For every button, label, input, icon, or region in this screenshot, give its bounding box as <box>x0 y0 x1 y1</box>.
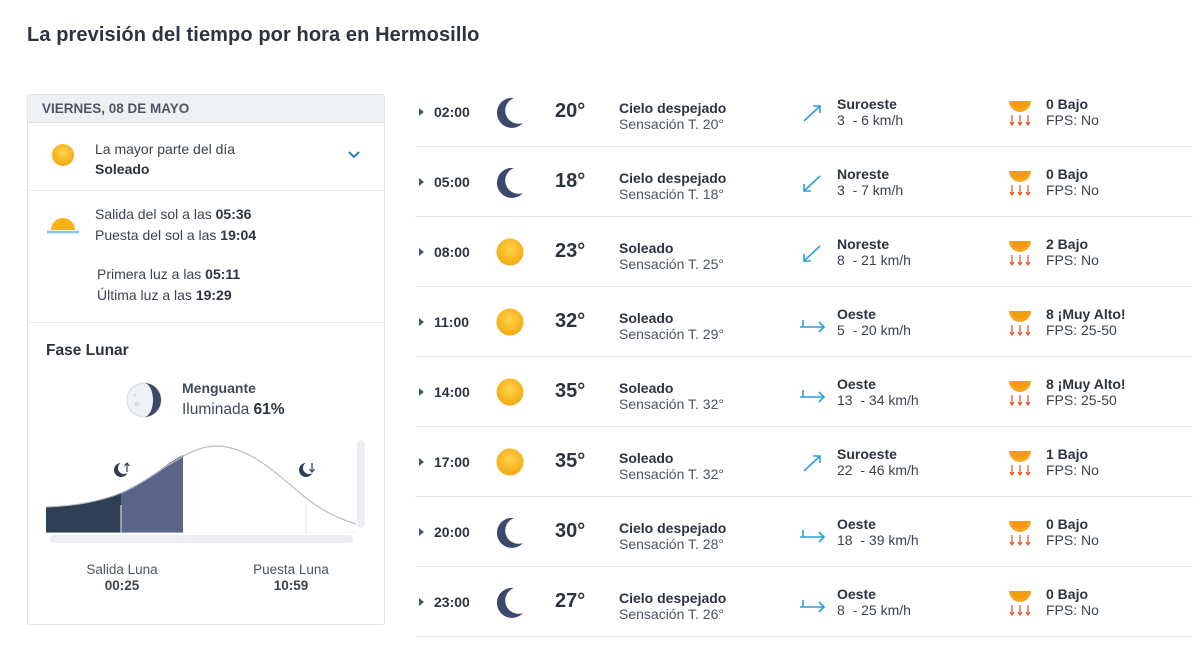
wind-speed: 13 - 34 km/h <box>837 392 919 408</box>
feels-like: Sensación T. 25° <box>619 256 724 272</box>
expand-triangle-icon[interactable] <box>419 528 424 536</box>
uv-index: 2 Bajo <box>1046 236 1089 252</box>
hour-row[interactable] <box>415 567 1193 637</box>
uv-index: 8 ¡Muy Alto! <box>1046 306 1126 322</box>
moonrise-label: Salida Luna <box>86 562 158 577</box>
day-summary-text <box>95 139 235 179</box>
moonset-time: 10:59 <box>273 578 309 593</box>
uv-index-icon <box>1008 167 1032 197</box>
feels-like: Sensación T. 20° <box>619 116 724 132</box>
moon-path-chart <box>46 438 356 533</box>
wind-speed: 8 - 21 km/h <box>837 252 911 268</box>
feels-like: Sensación T. 26° <box>619 606 724 622</box>
uv-index-icon <box>1008 307 1032 337</box>
wind-direction: Suroeste <box>837 446 897 462</box>
wind-speed: 8 - 25 km/h <box>837 602 911 618</box>
hour-time: 02:00 <box>434 104 470 120</box>
sky-condition: Cielo despejado <box>619 590 727 606</box>
wind-direction: Noreste <box>837 236 890 252</box>
sun-icon <box>495 446 525 478</box>
sunrise-label: Salida del sol a las <box>95 206 216 222</box>
sun-protection-factor: FPS: No <box>1046 252 1099 268</box>
wind-direction-icon <box>798 591 826 615</box>
last-light-time: 19:29 <box>195 287 232 303</box>
expand-triangle-icon[interactable] <box>419 388 424 396</box>
feels-like: Sensación T. 29° <box>619 326 724 342</box>
sunset-time: 19:04 <box>220 227 257 243</box>
wind-speed: 5 - 20 km/h <box>837 322 911 338</box>
uv-index: 0 Bajo <box>1046 586 1089 602</box>
hour-time: 23:00 <box>434 594 470 610</box>
page-title: La previsión del tiempo por hora en Hermosillo <box>27 24 480 46</box>
hour-time: 14:00 <box>434 384 470 400</box>
expand-triangle-icon[interactable] <box>419 598 424 606</box>
sunrise-icon <box>46 217 80 237</box>
sun-protection-factor: FPS: 25-50 <box>1046 322 1117 338</box>
uv-index-icon <box>1008 377 1032 407</box>
moonset <box>241 562 341 594</box>
sun-protection-factor: FPS: No <box>1046 532 1099 548</box>
wind-speed: 22 - 46 km/h <box>837 462 919 478</box>
day-header: VIERNES, 08 DE MAYO <box>28 95 384 123</box>
wind-direction: Noreste <box>837 166 890 182</box>
wind-direction-icon <box>798 521 826 545</box>
sky-condition: Cielo despejado <box>619 170 727 186</box>
sun-protection-factor: FPS: No <box>1046 602 1099 618</box>
wind-speed: 3 - 7 km/h <box>837 182 904 198</box>
uv-index: 1 Bajo <box>1046 446 1089 462</box>
wind-direction: Oeste <box>837 516 876 532</box>
expand-triangle-icon[interactable] <box>419 248 424 256</box>
wind-speed: 18 - 39 km/h <box>837 532 919 548</box>
hour-time: 20:00 <box>434 524 470 540</box>
moon-chart-horizontal-scrollbar[interactable] <box>50 535 353 543</box>
expand-triangle-icon[interactable] <box>419 318 424 326</box>
uv-index-icon <box>1008 97 1032 127</box>
expand-triangle-icon[interactable] <box>419 178 424 186</box>
wind-direction-icon <box>798 311 826 335</box>
hour-row[interactable] <box>415 77 1193 147</box>
sun-times <box>28 191 384 323</box>
hour-time: 08:00 <box>434 244 470 260</box>
day-panel <box>27 94 385 625</box>
moon-phase-title: Fase Lunar <box>46 342 129 359</box>
uv-index-icon <box>1008 447 1032 477</box>
hour-row[interactable] <box>415 147 1193 217</box>
moon-icon <box>495 166 525 198</box>
day-summary-toggle[interactable] <box>28 123 384 191</box>
hourly-forecast-list <box>415 77 1193 637</box>
moon-icon <box>495 96 525 128</box>
moonset-icon <box>299 462 315 477</box>
sun-protection-factor: FPS: No <box>1046 462 1099 478</box>
summary-line1: La mayor parte del día <box>95 141 236 157</box>
feels-like: Sensación T. 32° <box>619 466 724 482</box>
moonrise-icon <box>114 462 130 477</box>
wind-direction: Oeste <box>837 586 876 602</box>
wind-direction: Suroeste <box>837 96 897 112</box>
hour-row[interactable] <box>415 217 1193 287</box>
twilight-text <box>97 264 240 306</box>
sun-icon <box>495 376 525 408</box>
sky-condition: Cielo despejado <box>619 100 727 116</box>
temperature: 18° <box>555 170 586 192</box>
first-light-label: Primera luz a las <box>97 266 206 282</box>
hour-time: 17:00 <box>434 454 470 470</box>
moonrise-time: 00:25 <box>104 578 140 593</box>
hour-time: 11:00 <box>434 314 470 330</box>
hour-row[interactable] <box>415 287 1193 357</box>
hour-row[interactable] <box>415 357 1193 427</box>
sunrise-time: 05:36 <box>215 206 252 222</box>
uv-index-icon <box>1008 587 1032 617</box>
uv-index: 0 Bajo <box>1046 166 1089 182</box>
feels-like: Sensación T. 18° <box>619 186 724 202</box>
sunset-label: Puesta del sol a las <box>95 227 221 243</box>
uv-index: 0 Bajo <box>1046 516 1089 532</box>
first-light-time: 05:11 <box>205 266 241 282</box>
temperature: 32° <box>555 310 586 332</box>
moon-icon <box>495 516 525 548</box>
moon-path-night <box>46 493 121 533</box>
sunrise-sunset-text <box>95 204 256 246</box>
sun-icon <box>495 306 525 338</box>
wind-direction-icon <box>798 381 826 405</box>
hour-row[interactable] <box>415 427 1193 497</box>
wind-direction-icon <box>798 451 826 475</box>
moon-illum-label: Iluminada <box>182 401 254 418</box>
wind-direction-icon <box>798 101 826 125</box>
temperature: 30° <box>555 520 586 542</box>
sun-icon <box>51 143 75 167</box>
feels-like: Sensación T. 28° <box>619 536 724 552</box>
wind-direction: Oeste <box>837 376 876 392</box>
sky-condition: Soleado <box>619 240 674 256</box>
uv-index-icon <box>1008 517 1032 547</box>
wind-direction-icon <box>798 241 826 265</box>
sky-condition: Cielo despejado <box>619 520 727 536</box>
sun-protection-factor: FPS: No <box>1046 182 1099 198</box>
last-light-label: Última luz a las <box>97 287 196 303</box>
moonrise <box>76 562 168 594</box>
moon-path-visible <box>121 455 183 533</box>
chevron-down-icon[interactable] <box>346 147 362 163</box>
sun-protection-factor: FPS: No <box>1046 112 1099 128</box>
sky-condition: Soleado <box>619 450 674 466</box>
moonset-label: Puesta Luna <box>253 562 329 577</box>
temperature: 20° <box>555 100 586 122</box>
feels-like: Sensación T. 32° <box>619 396 724 412</box>
uv-index-icon <box>1008 237 1032 267</box>
expand-triangle-icon[interactable] <box>419 108 424 116</box>
temperature: 27° <box>555 590 586 612</box>
sun-protection-factor: FPS: 25-50 <box>1046 392 1117 408</box>
wind-direction: Oeste <box>837 306 876 322</box>
moon-illum-value: 61% <box>253 401 285 418</box>
wind-speed: 3 - 6 km/h <box>837 112 904 128</box>
moon-phase-name: Menguante <box>182 380 256 396</box>
uv-index: 0 Bajo <box>1046 96 1089 112</box>
summary-line2: Soleado <box>95 161 150 177</box>
moon-chart-vertical-scrollbar[interactable] <box>357 440 365 528</box>
moon-phase-icon <box>126 382 162 418</box>
moon-icon <box>495 586 525 618</box>
temperature: 23° <box>555 240 586 262</box>
sun-icon <box>495 236 525 268</box>
expand-triangle-icon[interactable] <box>419 458 424 466</box>
wind-direction-icon <box>798 171 826 195</box>
sky-condition: Soleado <box>619 380 674 396</box>
moon-illumination <box>182 401 285 419</box>
temperature: 35° <box>555 450 586 472</box>
hour-row[interactable] <box>415 497 1193 567</box>
sky-condition: Soleado <box>619 310 674 326</box>
hour-time: 05:00 <box>434 174 470 190</box>
uv-index: 8 ¡Muy Alto! <box>1046 376 1126 392</box>
temperature: 35° <box>555 380 586 402</box>
